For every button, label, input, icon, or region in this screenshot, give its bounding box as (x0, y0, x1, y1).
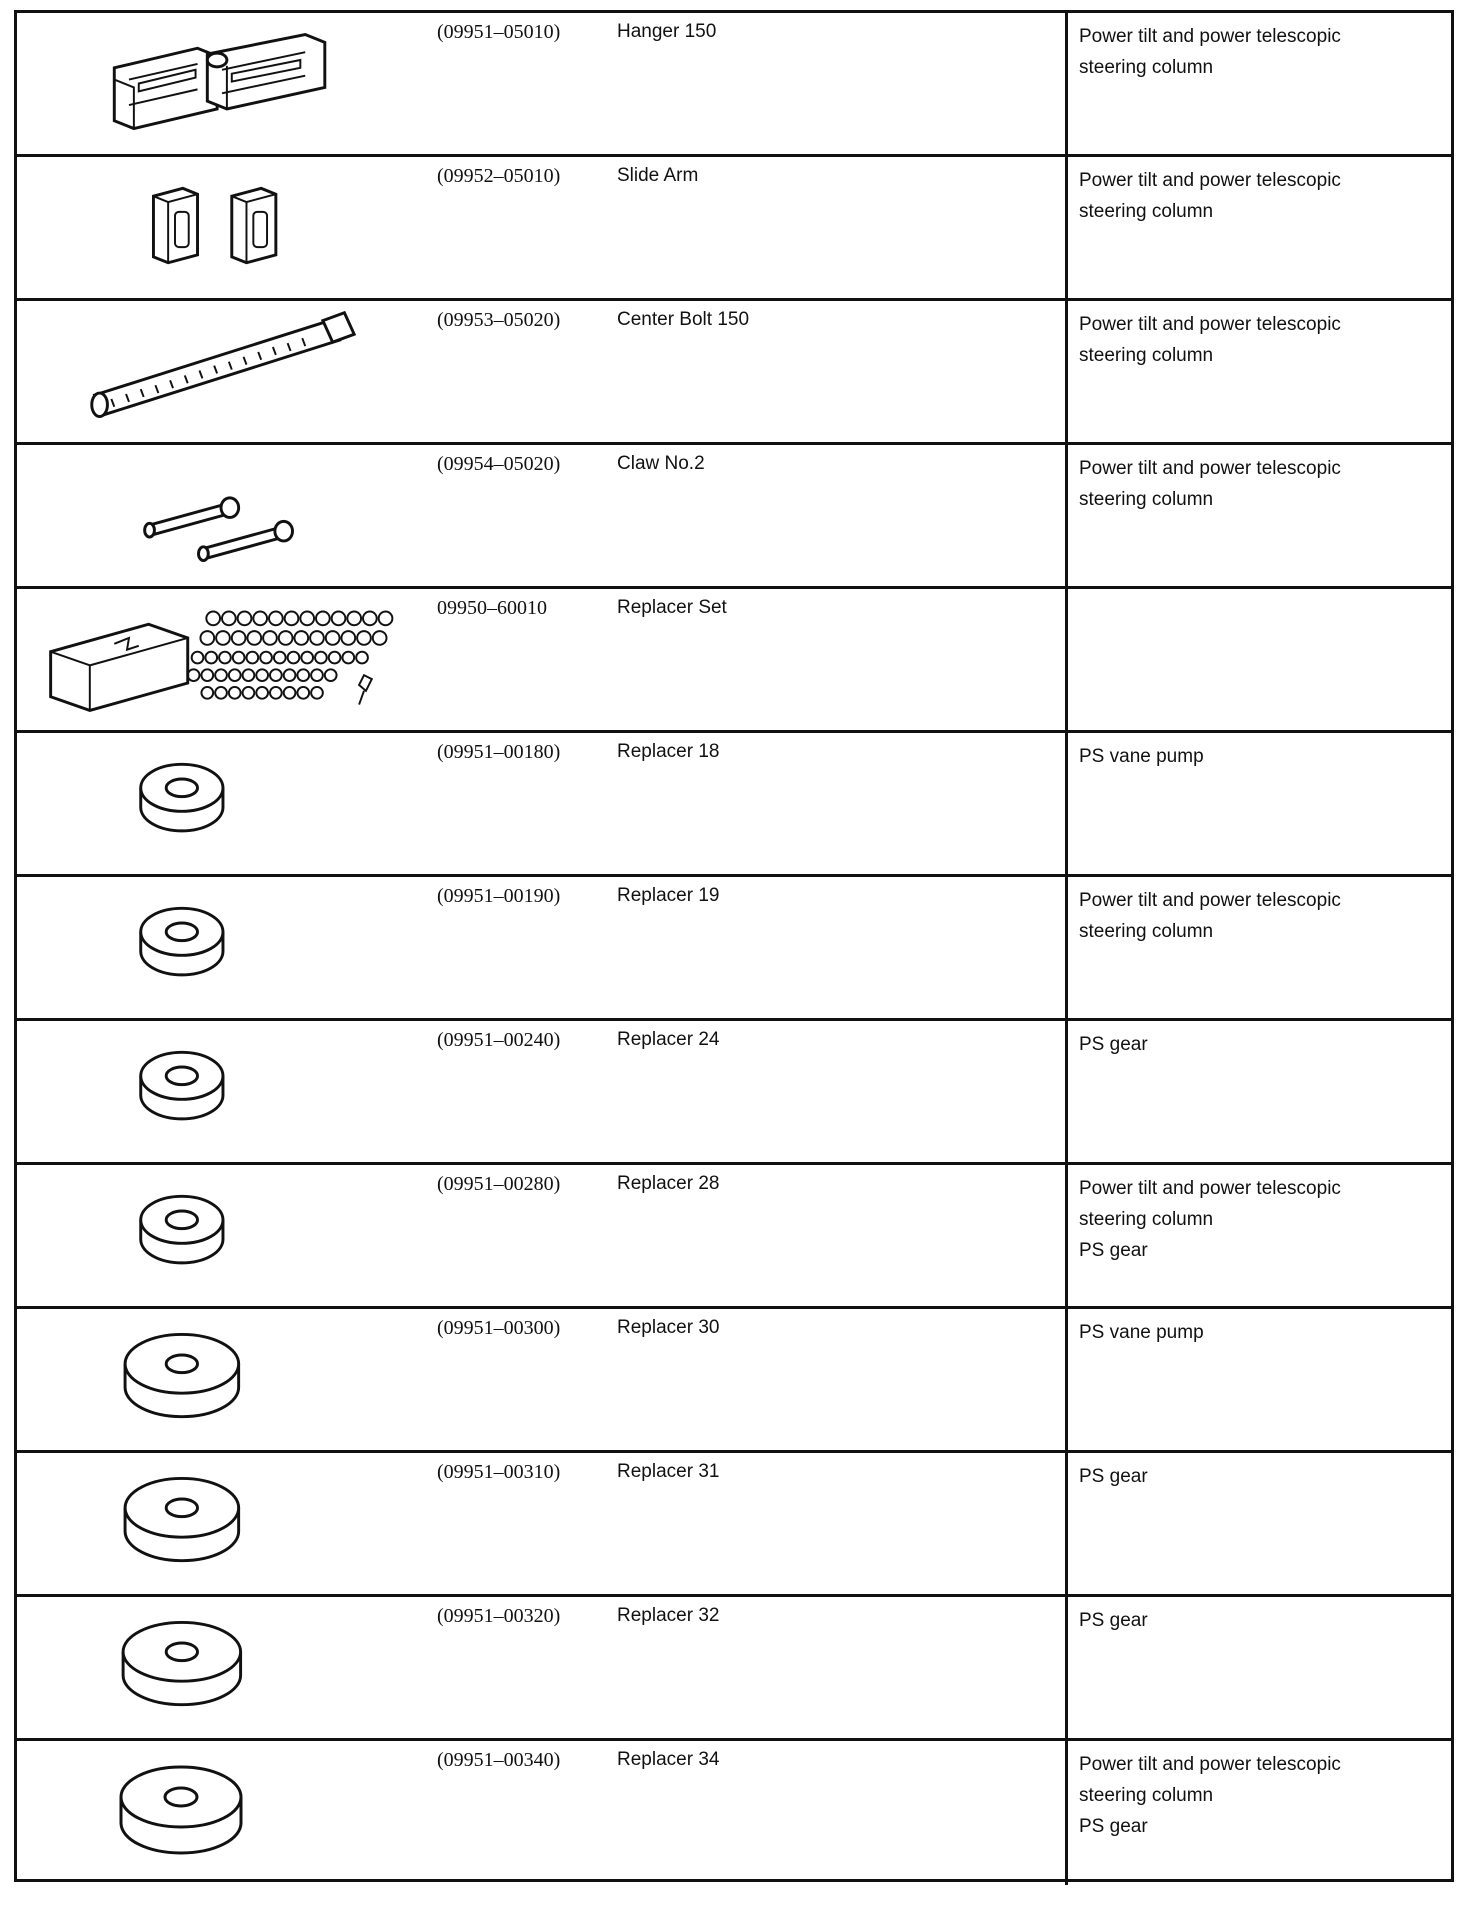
replacer-ring-icon (17, 1021, 427, 1162)
replacer-ring-icon (17, 1453, 427, 1594)
replacer-ring-icon (17, 1309, 427, 1450)
tool-name: Replacer 24 (617, 1029, 720, 1050)
table-row (17, 13, 1451, 157)
part-number: 09950–60010 (437, 597, 547, 619)
column-divider (1065, 1597, 1068, 1738)
usage-note (1079, 1605, 1439, 1636)
usage-line: Power tilt and power telescopic (1079, 314, 1341, 335)
replacer-ring-icon (17, 1741, 427, 1885)
tool-name: Slide Arm (617, 165, 699, 186)
column-divider (1065, 13, 1068, 154)
usage-note (1079, 309, 1439, 371)
usage-line: steering column (1079, 1209, 1214, 1230)
usage-line: steering column (1079, 57, 1214, 78)
part-number: (09951–00310) (437, 1461, 561, 1483)
replacer-ring-icon (17, 877, 427, 1018)
usage-note (1079, 453, 1439, 515)
part-number: (09951–00320) (437, 1605, 561, 1627)
usage-line: Power tilt and power telescopic (1079, 170, 1341, 191)
table-row (17, 1021, 1451, 1165)
usage-line: PS gear (1079, 1466, 1148, 1487)
usage-line: PS gear (1079, 1034, 1148, 1055)
usage-line: Power tilt and power telescopic (1079, 1178, 1341, 1199)
claw-icon (17, 445, 427, 586)
column-divider (1065, 1309, 1068, 1450)
part-number: (09953–05020) (437, 309, 561, 331)
usage-line: Power tilt and power telescopic (1079, 1754, 1341, 1775)
replacer-ring-icon (17, 1165, 427, 1306)
table-row (17, 733, 1451, 877)
usage-line: steering column (1079, 489, 1214, 510)
usage-line: Power tilt and power telescopic (1079, 458, 1341, 479)
part-number: (09951–00300) (437, 1317, 561, 1339)
tool-name: Replacer 31 (617, 1461, 720, 1482)
column-divider (1065, 589, 1068, 730)
table-row (17, 1741, 1451, 1885)
usage-note (1079, 741, 1439, 772)
tool-name: Replacer 28 (617, 1173, 720, 1194)
usage-line: PS gear (1079, 1816, 1148, 1837)
center-bolt-icon (17, 301, 427, 442)
column-divider (1065, 733, 1068, 874)
column-divider (1065, 157, 1068, 298)
column-divider (1065, 877, 1068, 1018)
usage-line: Power tilt and power telescopic (1079, 26, 1341, 47)
usage-note (1079, 1749, 1439, 1842)
tool-name: Replacer 18 (617, 741, 720, 762)
tool-name: Replacer 32 (617, 1605, 720, 1626)
table-row (17, 1597, 1451, 1741)
part-number: (09954–05020) (437, 453, 561, 475)
tool-name: Hanger 150 (617, 21, 717, 42)
usage-line: steering column (1079, 921, 1214, 942)
usage-line: steering column (1079, 201, 1214, 222)
usage-note (1079, 1029, 1439, 1060)
usage-line: PS gear (1079, 1240, 1148, 1261)
usage-line: PS gear (1079, 1610, 1148, 1631)
part-number: (09951–00190) (437, 885, 561, 907)
tool-name: Center Bolt 150 (617, 309, 750, 330)
tool-name: Replacer 30 (617, 1317, 720, 1338)
tool-name: Claw No.2 (617, 453, 705, 474)
hanger-icon (17, 13, 427, 154)
table-row (17, 1165, 1451, 1309)
column-divider (1065, 1165, 1068, 1306)
replacer-ring-icon (17, 1597, 427, 1738)
usage-note (1079, 1317, 1439, 1348)
tool-name: Replacer 19 (617, 885, 720, 906)
column-divider (1065, 1021, 1068, 1162)
table-row (17, 157, 1451, 301)
usage-note (1079, 165, 1439, 227)
slide-arm-icon (17, 157, 427, 298)
usage-line: PS vane pump (1079, 746, 1204, 767)
tool-name: Replacer Set (617, 597, 727, 618)
table-row (17, 1453, 1451, 1597)
table-row (17, 877, 1451, 1021)
part-number: (09951–00240) (437, 1029, 561, 1051)
part-number: (09951–00180) (437, 741, 561, 763)
column-divider (1065, 1741, 1068, 1885)
replacer-set-icon (17, 589, 427, 730)
table-row (17, 1309, 1451, 1453)
part-number: (09951–00280) (437, 1173, 561, 1195)
usage-line: steering column (1079, 345, 1214, 366)
part-number: (09951–05010) (437, 21, 561, 43)
part-number: (09952–05010) (437, 165, 561, 187)
column-divider (1065, 445, 1068, 586)
tool-name: Replacer 34 (617, 1749, 720, 1770)
usage-line: steering column (1079, 1785, 1214, 1806)
table-row (17, 301, 1451, 445)
usage-note (1079, 1173, 1439, 1266)
column-divider (1065, 301, 1068, 442)
table-row (17, 445, 1451, 589)
usage-note (1079, 885, 1439, 947)
usage-line: Power tilt and power telescopic (1079, 890, 1341, 911)
replacer-ring-icon (17, 733, 427, 874)
part-number: (09951–00340) (437, 1749, 561, 1771)
usage-line: PS vane pump (1079, 1322, 1204, 1343)
special-tools-table (14, 10, 1454, 1882)
usage-note (1079, 1461, 1439, 1492)
column-divider (1065, 1453, 1068, 1594)
table-row (17, 589, 1451, 733)
usage-note (1079, 21, 1439, 83)
